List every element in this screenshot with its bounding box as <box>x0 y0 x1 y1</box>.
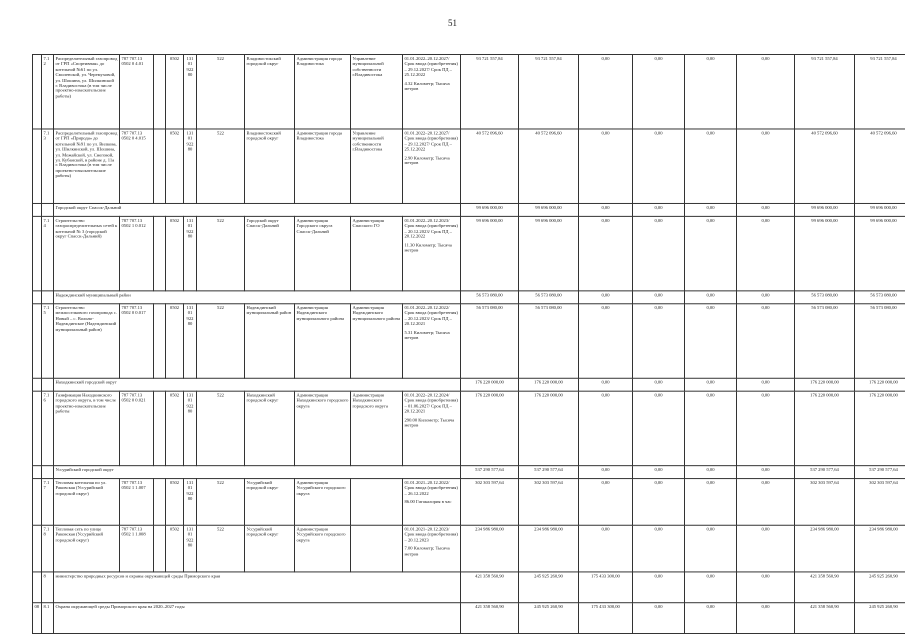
detail-line: 5.31 Километр; Тысяча метров <box>404 329 450 341</box>
schedule-capacity <box>403 54 461 128</box>
expense-type: 522 <box>197 479 245 526</box>
detail-line: 4.32 Километр; Тысяча метров <box>404 80 450 91</box>
detail-line: 86.00 Гигакалория в час <box>404 499 452 505</box>
detail-line: 7.00 Километр; Тысяча метров <box>404 545 450 557</box>
amount-cell: 0,00 <box>737 391 795 465</box>
municipality: Владивостокский городской округ <box>245 54 295 128</box>
schedule-capacity <box>403 479 461 526</box>
municipality: Владивостокский городской округ <box>245 129 295 203</box>
amount-cell: 0,00 <box>737 54 795 128</box>
object-name: Распределительный газопровод от ГРП «Природа» до котельной №91 по ул. Вилкова, ул. Шилкинской, ул. Шошина, ул. Можайской, ул. Снеговой, ул. Кубанской, в районе д. 11а г. Владивостока (в том числе проектно-изыскательские работы) <box>54 129 120 203</box>
row-number: 7.1 5 <box>42 304 54 378</box>
amount-cell: 234 986 980,00 <box>855 525 905 572</box>
amount-cell: 234 986 980,00 <box>795 525 855 572</box>
amount-cell: 0,00 <box>633 466 685 479</box>
amount-cell: 0,00 <box>685 291 737 304</box>
amount-cell: 176 220 000,00 <box>461 391 519 465</box>
schedule-capacity <box>403 391 461 465</box>
row-number <box>42 466 54 479</box>
object-name: Тепловая котельная по ул. Раковская (Уссурийский городской округ) <box>54 479 120 526</box>
amount-cell: 0,00 <box>579 129 633 203</box>
customer: Администрация Находкинского городского округа <box>295 391 351 465</box>
amount-cell: 537 290 577,64 <box>855 466 905 479</box>
amount-cell: 421 358 560,90 <box>795 572 855 603</box>
detail-line: 01.01.2021–20.12.2022/ Срок ввода (приобретения) – 26.12.2022 <box>404 480 458 496</box>
subtotal-row <box>33 378 905 391</box>
amount-cell: 0,00 <box>737 572 795 603</box>
table-row <box>33 129 905 203</box>
page-number: 51 <box>448 18 457 28</box>
amount-cell: 0,00 <box>685 216 737 290</box>
schedule-capacity <box>403 216 461 290</box>
detail-line: 01.01.2022–20.12.2023/ Срок ввода (приобретения) – 20.12.2023/ Срок ПД – 20.12.2022 <box>404 217 458 239</box>
pre-cell <box>33 54 42 128</box>
kbk-code: 787 707.13 0502 0 4.01 <box>120 54 154 128</box>
amount-cell: 93 721 557,84 <box>461 54 519 128</box>
pre-cell <box>33 216 42 290</box>
amount-cell: 0,00 <box>633 479 685 526</box>
pre-cell <box>33 391 42 465</box>
municipality: Уссурийский городской округ <box>245 479 295 526</box>
amount-cell: 99 696 000,00 <box>519 216 579 290</box>
customer: Администрация Городского округа Спасск-Дальний <box>295 216 351 290</box>
amount-cell: 0,00 <box>579 304 633 378</box>
customer: Администрация Уссурийского городского округа <box>295 479 351 526</box>
row-number: 7.1 4 <box>42 216 54 290</box>
amount-cell: 0,00 <box>579 203 633 216</box>
amount-cell: 0,00 <box>737 304 795 378</box>
amount-cell: 0,00 <box>633 203 685 216</box>
amount-cell: 99 696 000,00 <box>855 203 905 216</box>
detail-line: 2.90 Километр; Тысяча метров <box>404 154 450 166</box>
amount-cell: 56 573 080,00 <box>855 304 905 378</box>
municipality: Городской округ Спасск-Дальний <box>245 216 295 290</box>
recipient <box>351 479 403 526</box>
program-row <box>33 603 905 634</box>
expense-type: 522 <box>197 216 245 290</box>
amount-cell: 0,00 <box>579 466 633 479</box>
grbs-code <box>154 216 166 290</box>
subtotal-row <box>33 291 905 304</box>
expense-type: 522 <box>197 391 245 465</box>
kbk-code: 787 707.13 0502 0 0.017 <box>120 304 154 378</box>
amount-cell: 176 220 000,00 <box>855 391 905 465</box>
amount-cell: 40 572 096,60 <box>519 129 579 203</box>
grbs-code <box>154 129 166 203</box>
amount-cell: 0,00 <box>633 129 685 203</box>
amount-cell: 0,00 <box>633 54 685 128</box>
amount-cell: 0,00 <box>633 391 685 465</box>
pre-cell <box>33 291 42 304</box>
object-name: Строительство межпоселкового газопровода с. Новый – с. Вольно-Надеждинское (Надеждинский муниципальный район) <box>54 304 120 378</box>
customer: Администрация Надеждинского муниципального района <box>295 304 351 378</box>
amount-cell: 0,00 <box>633 525 685 572</box>
detail-line: 01.01.2022–20.12.2027/ Срок ввода (приобретения) – 29.12.2027/ Срок ПД – 25.12.2022 <box>404 130 458 152</box>
group-name: Городской округ Спасск-Дальний <box>54 203 461 216</box>
amount-cell: 176 220 000,00 <box>795 378 855 391</box>
schedule-capacity <box>403 525 461 572</box>
amount-cell: 0,00 <box>737 129 795 203</box>
pre-cell <box>33 572 42 603</box>
municipality: Находкинский городской округ <box>245 391 295 465</box>
detail-line: 01.01.2022–20.12.2022/ Срок ввода (приобретения) – 20.12.2023/ Срок ПД – 20.12.2021 <box>404 305 458 327</box>
grbs-code <box>154 525 166 572</box>
customer: Администрация Уссурийского городского округа <box>295 525 351 572</box>
budget-table <box>32 54 905 634</box>
amount-cell: 56 573 080,00 <box>461 291 519 304</box>
amount-cell: 175 433 300,00 <box>579 603 633 634</box>
row-number: 7.1 3 <box>42 129 54 203</box>
recipient: Администрация Находкинского городского округа <box>351 391 403 465</box>
amount-cell: 0,00 <box>633 603 685 634</box>
target-article: 13101 92280 <box>184 216 197 290</box>
amount-cell: 176 220 000,00 <box>855 378 905 391</box>
municipality: Надеждинский муниципальный район <box>245 304 295 378</box>
pre-cell <box>33 479 42 526</box>
amount-cell: 99 696 000,00 <box>795 216 855 290</box>
amount-cell: 99 696 000,00 <box>461 216 519 290</box>
table-row <box>33 54 905 128</box>
amount-cell: 0,00 <box>579 216 633 290</box>
amount-cell: 234 986 980,00 <box>461 525 519 572</box>
detail-line: 11.30 Километр; Тысяча метров <box>404 242 452 253</box>
target-article: 13101 92280 <box>184 525 197 572</box>
amount-cell: 93 721 557,84 <box>855 54 905 128</box>
amount-cell: 56 573 080,00 <box>461 304 519 378</box>
section-code: 0502 <box>166 54 184 128</box>
amount-cell: 421 358 560,90 <box>461 603 519 634</box>
amount-cell: 0,00 <box>737 479 795 526</box>
amount-cell: 0,00 <box>579 479 633 526</box>
detail-line: 01.01.2021–20.12.2023/ Срок ввода (приобретения) – 20.12.2023 <box>404 526 458 543</box>
target-article: 13101 92280 <box>184 304 197 378</box>
row-number <box>42 291 54 304</box>
amount-cell: 302 303 597,64 <box>795 479 855 526</box>
amount-cell: 0,00 <box>737 525 795 572</box>
table-row <box>33 216 905 290</box>
amount-cell: 245 925 260,90 <box>855 572 905 603</box>
kbk-code: 787 707.13 0502 1 0.012 <box>120 216 154 290</box>
group-name: министерство природных ресурсов и охраны окружающей среды Приморского края <box>54 572 461 603</box>
pre-cell: 08 <box>33 603 42 634</box>
amount-cell: 99 696 000,00 <box>795 203 855 216</box>
amount-cell: 40 572 096,60 <box>795 129 855 203</box>
grbs-code <box>154 54 166 128</box>
amount-cell: 56 573 080,00 <box>519 291 579 304</box>
amount-cell: 245 925 260,90 <box>855 603 905 634</box>
amount-cell: 537 290 577,64 <box>519 466 579 479</box>
subtotal-row <box>33 203 905 216</box>
section-code: 0502 <box>166 391 184 465</box>
section-code: 0502 <box>166 304 184 378</box>
amount-cell: 99 696 000,00 <box>855 216 905 290</box>
target-article: 13101 92280 <box>184 391 197 465</box>
row-number: 7.1 8 <box>42 525 54 572</box>
amount-cell: 0,00 <box>579 391 633 465</box>
group-name: Надеждинский муниципальный район <box>54 291 461 304</box>
amount-cell: 176 220 000,00 <box>519 378 579 391</box>
amount-cell: 0,00 <box>685 54 737 128</box>
detail-line: 01.01.2022–20.12.2024/ Срок ввода (приобретения) – 01.06.2027/ Срок ПД – 20.12.2021 <box>404 392 458 414</box>
section-code: 0502 <box>166 216 184 290</box>
amount-cell: 0,00 <box>633 378 685 391</box>
row-number: 7.1 2 <box>42 54 54 128</box>
expense-type: 522 <box>197 129 245 203</box>
row-number: 8.1 <box>42 603 54 634</box>
amount-cell: 537 290 577,64 <box>795 466 855 479</box>
group-name: Охрана окружающей среды Приморского края на 2020–2027 годы <box>54 603 461 634</box>
amount-cell: 175 433 300,00 <box>579 572 633 603</box>
kbk-code: 787 707.13 0502 1 1.008 <box>120 525 154 572</box>
target-article: 13101 92280 <box>184 479 197 526</box>
amount-cell: 56 573 080,00 <box>795 291 855 304</box>
amount-cell: 0,00 <box>685 391 737 465</box>
object-name: Распределительный газопровод от ГРП «Спортивная» до котельной №61 по ул. Смоленской, ул. Черемуховой, ул. Шошина, ул. Шилкинской г. Владивостока (в том числе проектно-изыскательские работы) <box>54 54 120 128</box>
target-article: 13101 92280 <box>184 129 197 203</box>
row-number: 7.1 6 <box>42 391 54 465</box>
customer: Администрация города Владивостока <box>295 54 351 128</box>
amount-cell: 0,00 <box>685 525 737 572</box>
amount-cell: 56 573 080,00 <box>519 304 579 378</box>
amount-cell: 40 572 096,60 <box>855 129 905 203</box>
amount-cell: 0,00 <box>685 378 737 391</box>
amount-cell: 0,00 <box>633 291 685 304</box>
municipality: Уссурийский городской округ <box>245 525 295 572</box>
pre-cell <box>33 304 42 378</box>
pre-cell <box>33 525 42 572</box>
amount-cell: 537 290 577,64 <box>461 466 519 479</box>
amount-cell: 0,00 <box>579 378 633 391</box>
section-code: 0502 <box>166 129 184 203</box>
recipient: Администрация Спасского ГО <box>351 216 403 290</box>
amount-cell: 93 721 557,84 <box>795 54 855 128</box>
expense-type: 522 <box>197 54 245 128</box>
amount-cell: 421 358 560,90 <box>795 603 855 634</box>
recipient <box>351 525 403 572</box>
amount-cell: 245 925 260,90 <box>519 603 579 634</box>
table-row <box>33 391 905 465</box>
customer: Администрация города Владивостока <box>295 129 351 203</box>
object-name: Тепловая сеть по улице Раковская (Уссурийский городской округ) <box>54 525 120 572</box>
amount-cell: 0,00 <box>737 603 795 634</box>
target-article: 13101 92280 <box>184 54 197 128</box>
row-number: 8 <box>42 572 54 603</box>
row-number <box>42 203 54 216</box>
row-number <box>42 378 54 391</box>
amount-cell: 0,00 <box>685 304 737 378</box>
amount-cell: 0,00 <box>685 466 737 479</box>
group-name: Находкинский городской округ <box>54 378 461 391</box>
schedule-capacity <box>403 304 461 378</box>
schedule-capacity <box>403 129 461 203</box>
kbk-code: 787 707.13 0502 0 0.021 <box>120 391 154 465</box>
expense-type: 522 <box>197 525 245 572</box>
amount-cell: 302 303 597,64 <box>855 479 905 526</box>
grbs-code <box>154 304 166 378</box>
grbs-code <box>154 391 166 465</box>
amount-cell: 93 721 557,84 <box>519 54 579 128</box>
amount-cell: 0,00 <box>737 216 795 290</box>
recipient: Администрация Надеждинского муниципального района <box>351 304 403 378</box>
amount-cell: 234 986 980,00 <box>519 525 579 572</box>
amount-cell: 176 220 000,00 <box>795 391 855 465</box>
object-name: Строительство газораспределительных сетей к котельной № 3 (городской округ Спасск-Дальний) <box>54 216 120 290</box>
kbk-code: 787 707.13 0502 1 1.007 <box>120 479 154 526</box>
pre-cell <box>33 466 42 479</box>
subtotal-row <box>33 466 905 479</box>
amount-cell: 0,00 <box>685 203 737 216</box>
amount-cell: 0,00 <box>579 291 633 304</box>
amount-cell: 0,00 <box>685 572 737 603</box>
table-row <box>33 479 905 526</box>
recipient: Управление муниципальной собственности г.Владивостока <box>351 54 403 128</box>
amount-cell: 176 220 000,00 <box>519 391 579 465</box>
expense-type: 522 <box>197 304 245 378</box>
amount-cell: 56 573 080,00 <box>795 304 855 378</box>
amount-cell: 0,00 <box>633 304 685 378</box>
pre-cell <box>33 203 42 216</box>
amount-cell: 0,00 <box>579 54 633 128</box>
detail-line: 290.00 Километр; Тысяча метров <box>404 417 455 428</box>
amount-cell: 421 358 560,90 <box>461 572 519 603</box>
amount-cell: 0,00 <box>737 466 795 479</box>
pre-cell <box>33 378 42 391</box>
section-code: 0502 <box>166 479 184 526</box>
amount-cell: 0,00 <box>633 216 685 290</box>
row-number: 7.1 7 <box>42 479 54 526</box>
section-code: 0502 <box>166 525 184 572</box>
amount-cell: 176 220 000,00 <box>461 378 519 391</box>
amount-cell: 302 303 597,64 <box>519 479 579 526</box>
amount-cell: 0,00 <box>685 479 737 526</box>
amount-cell: 0,00 <box>579 525 633 572</box>
amount-cell: 245 925 260,90 <box>519 572 579 603</box>
amount-cell: 99 696 000,00 <box>461 203 519 216</box>
amount-cell: 0,00 <box>737 291 795 304</box>
group-name: Уссурийский городской округ <box>54 466 461 479</box>
table-row <box>33 525 905 572</box>
amount-cell: 0,00 <box>685 129 737 203</box>
pre-cell <box>33 129 42 203</box>
amount-cell: 56 573 080,00 <box>855 291 905 304</box>
amount-cell: 0,00 <box>633 572 685 603</box>
object-name: Газификация Находкинского городского округа, в том числе проектно-изыскательские работы <box>54 391 120 465</box>
grbs-code <box>154 479 166 526</box>
amount-cell: 40 572 096,60 <box>461 129 519 203</box>
kbk-code: 787 707.13 0502 0 4.015 <box>120 129 154 203</box>
amount-cell: 99 696 000,00 <box>519 203 579 216</box>
amount-cell: 0,00 <box>737 203 795 216</box>
recipient: Управление муниципальной собственности г.Владивостока <box>351 129 403 203</box>
amount-cell: 0,00 <box>685 603 737 634</box>
amount-cell: 302 303 597,64 <box>461 479 519 526</box>
detail-line: 01.01.2022–20.12.2027/ Срок ввода (приобретения) – 29.12.2027/ Срок ПД – 25.12.2022 <box>404 55 458 78</box>
amount-cell: 0,00 <box>737 378 795 391</box>
ministry-row <box>33 572 905 603</box>
table-row <box>33 304 905 378</box>
